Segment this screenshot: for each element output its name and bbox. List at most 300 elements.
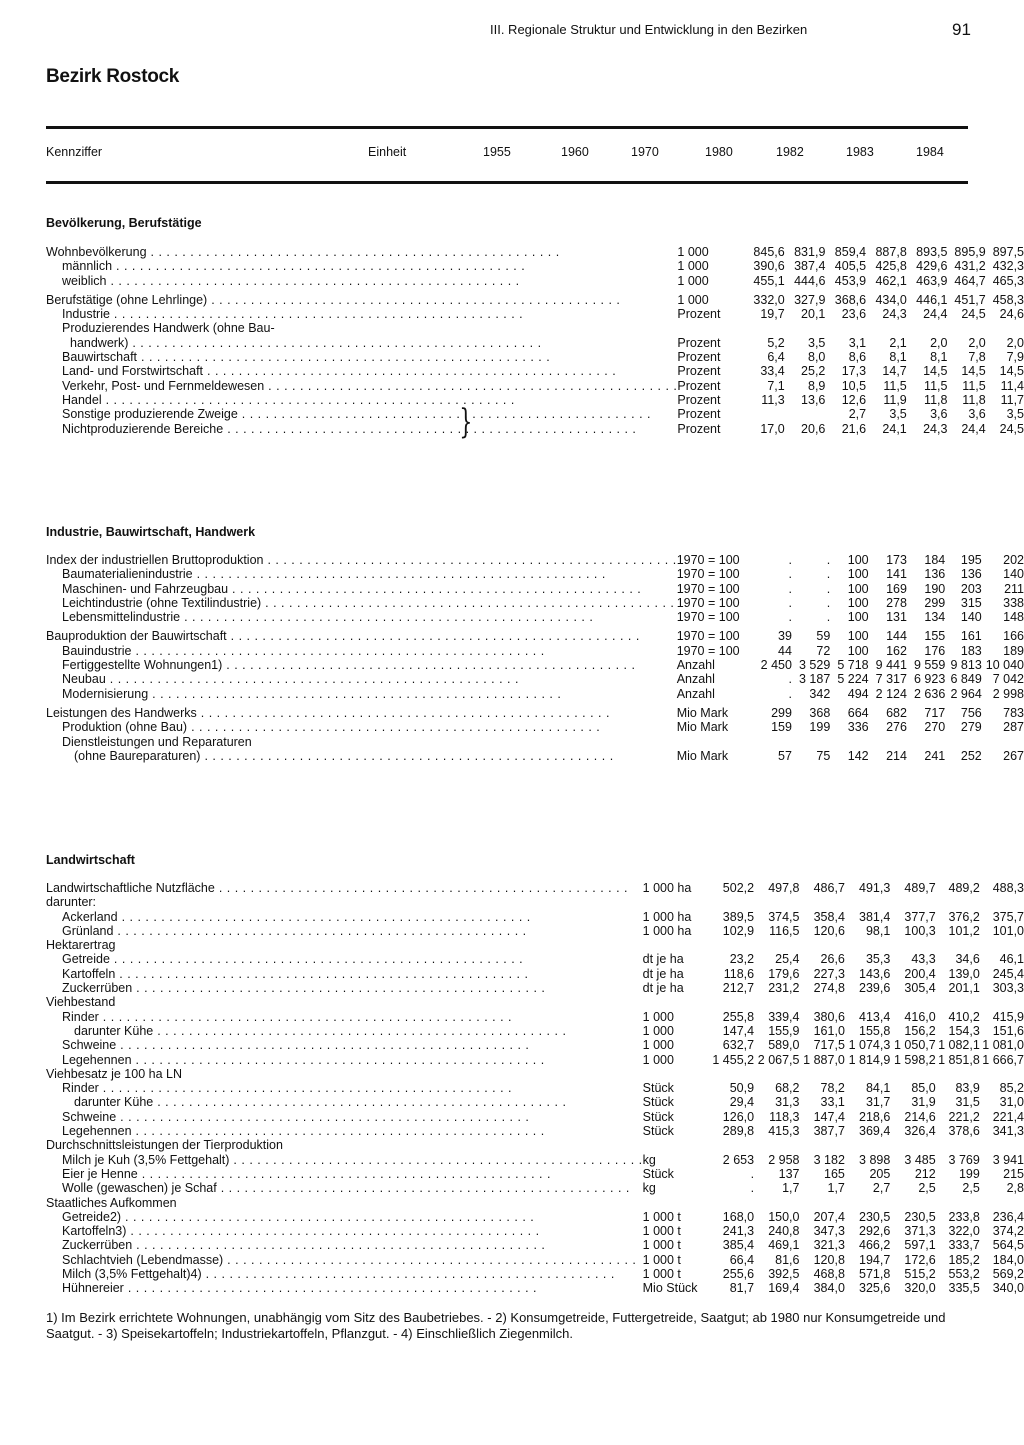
- value-1970: 1 887,0: [803, 1052, 845, 1067]
- row-label: [46, 350, 677, 364]
- value-1980: 369,4: [859, 1124, 891, 1139]
- value-1960: .: [826, 553, 831, 567]
- value-1960: 169,4: [768, 1281, 800, 1296]
- value-1984: 24,6: [999, 307, 1024, 322]
- section-title-industrie: Industrie, Bauwirtschaft, Handwerk: [46, 525, 256, 539]
- col-year-1982: 1982: [776, 145, 804, 159]
- row-label: [46, 938, 643, 952]
- row-label-text: Milch (3,5% Fettgehalt)4) . . .: [62, 1267, 615, 1281]
- row-unit: 1 000 ha: [642, 923, 692, 938]
- value-1955: 289,8: [722, 1124, 755, 1139]
- value-1955: 168,0: [722, 1209, 755, 1224]
- table-row: [46, 1210, 1024, 1224]
- row-label-text: Schweine . . .: [62, 1110, 529, 1124]
- value-1970: 21,6: [841, 421, 867, 436]
- table-row: [46, 393, 1024, 407]
- value-1960: [754, 938, 799, 952]
- value-1960: [754, 1196, 799, 1210]
- row-label-text: Bauwirtschaft . . .: [62, 350, 550, 364]
- value-1983: 183: [960, 643, 982, 658]
- table-row: [46, 1024, 1024, 1038]
- value-1960: 68,2: [775, 1081, 800, 1096]
- value-1982: 214,6: [904, 1109, 936, 1124]
- row-unit: 1 000: [642, 1023, 674, 1038]
- value-1970: 165: [824, 1166, 845, 1181]
- value-1960: 2 958: [768, 1152, 800, 1167]
- value-1980: 11,9: [883, 392, 907, 407]
- value-1983: 2,0: [968, 335, 986, 350]
- row-label: [46, 407, 677, 421]
- value-1983: 14,5: [961, 364, 986, 379]
- value-1984: 189: [1003, 643, 1024, 658]
- value-1984: 2 998: [992, 686, 1024, 701]
- value-1983: 252: [960, 748, 982, 763]
- row-label: [46, 364, 677, 378]
- row-unit: [643, 995, 702, 1009]
- value-1970: [799, 995, 844, 1009]
- value-1984: 184,0: [992, 1252, 1024, 1267]
- value-1982: 11,5: [924, 378, 948, 393]
- row-label-text: Legehennen . . .: [62, 1053, 545, 1067]
- value-1984: 24,5: [999, 421, 1024, 436]
- col-year-1960: 1960: [561, 145, 589, 159]
- value-1970: 486,7: [813, 881, 845, 895]
- table-row: [46, 1081, 1024, 1095]
- value-1982: 717: [924, 705, 946, 720]
- value-1983: 1 851,8: [938, 1052, 980, 1067]
- value-1983: [936, 1138, 980, 1152]
- table-row: [46, 938, 1024, 952]
- value-1970: 12,6: [841, 392, 867, 407]
- table-row: [46, 1067, 1024, 1081]
- row-label: [46, 259, 677, 273]
- value-1970: 120,6: [813, 923, 845, 938]
- col-year-1970: 1970: [631, 145, 659, 159]
- value-1970: [799, 1196, 844, 1210]
- row-unit: [643, 895, 702, 909]
- col-year-1983: 1983: [846, 145, 874, 159]
- value-1984: [980, 1138, 1024, 1152]
- value-1955: 1 455,2: [712, 1052, 755, 1067]
- table-row: [46, 1224, 1024, 1238]
- col-year-1980: 1980: [705, 145, 733, 159]
- value-1984: 303,3: [992, 981, 1024, 996]
- value-1984: 140: [1003, 567, 1024, 582]
- row-label: [46, 1153, 643, 1167]
- value-1955: 39: [778, 629, 792, 644]
- value-1955: 66,4: [729, 1252, 755, 1267]
- value-1970: 8,6: [848, 350, 867, 365]
- value-1980: 7 317: [875, 672, 907, 687]
- value-1955: 455,1: [753, 273, 785, 288]
- value-1984: 287: [1003, 720, 1024, 735]
- value-1955: .: [788, 686, 792, 701]
- value-1970: 5 224: [837, 672, 869, 687]
- row-label: [46, 1238, 643, 1252]
- value-1984: 7,9: [1006, 350, 1024, 365]
- value-1955: [702, 1138, 754, 1152]
- value-1983: 233,8: [948, 1209, 980, 1224]
- value-1984: [982, 735, 1024, 749]
- value-1984: [980, 938, 1024, 952]
- row-unit: 1 000 t: [642, 1224, 681, 1239]
- value-1983: 201,1: [948, 981, 980, 996]
- value-1982: 515,2: [904, 1267, 936, 1282]
- table-row: [46, 952, 1024, 966]
- value-1982: 377,7: [904, 909, 936, 924]
- table-row: [46, 274, 1024, 288]
- value-1980: 143,6: [859, 966, 891, 981]
- row-unit: Stück: [642, 1166, 674, 1181]
- row-label-text: Rinder . . .: [62, 1081, 512, 1095]
- value-1970: 17,3: [841, 364, 867, 379]
- value-1980: 8,1: [889, 350, 907, 365]
- value-1982: 230,5: [904, 1209, 936, 1224]
- row-label: [46, 644, 677, 658]
- value-1980: 24,1: [882, 421, 907, 436]
- value-1970: [799, 895, 844, 909]
- value-1955: .: [788, 567, 792, 582]
- value-1960: 13,6: [801, 392, 826, 407]
- value-1982: 6 923: [913, 672, 946, 687]
- row-label-text: Industrie . . .: [62, 307, 523, 321]
- value-1984: 3,5: [1006, 407, 1024, 422]
- table-row: [46, 1253, 1024, 1267]
- value-1960: 81,6: [775, 1252, 800, 1267]
- value-1980: 155,8: [859, 1023, 891, 1038]
- value-1982: 155: [924, 629, 946, 644]
- value-1970: 358,4: [813, 909, 845, 924]
- value-1970: 227,3: [813, 966, 845, 981]
- value-1980: 239,6: [859, 981, 891, 996]
- row-label: [46, 967, 643, 981]
- value-1984: 897,5: [992, 245, 1024, 259]
- table-row: [46, 749, 1024, 763]
- value-1984: 1 081,0: [982, 1038, 1024, 1053]
- value-1983: 139,0: [948, 966, 980, 981]
- value-1970: 161,0: [813, 1023, 845, 1038]
- value-1970: 23,6: [841, 307, 867, 322]
- value-1970: 368,6: [834, 292, 867, 307]
- value-1970: 207,4: [813, 1209, 845, 1224]
- value-1955: 44: [778, 643, 792, 658]
- value-1955: .: [788, 553, 792, 567]
- row-unit: 1 000: [677, 245, 709, 259]
- value-1980: 218,6: [859, 1109, 891, 1124]
- value-1980: [869, 735, 907, 749]
- value-1983: 410,2: [948, 1009, 980, 1024]
- value-1960: 20,1: [801, 307, 826, 322]
- value-1983: 101,2: [948, 923, 980, 938]
- row-unit: [643, 1067, 702, 1081]
- row-label: [46, 1081, 643, 1095]
- value-1960: [754, 1067, 799, 1081]
- value-1960: 831,9: [794, 245, 826, 259]
- row-unit: Prozent: [677, 350, 721, 365]
- value-1955: 50,9: [729, 1081, 755, 1096]
- value-1960: [754, 995, 799, 1009]
- value-1984: 221,4: [992, 1109, 1024, 1124]
- value-1955: 299: [771, 705, 792, 720]
- value-1982: 190: [924, 581, 946, 596]
- row-label-text: Index der industriellen Bruttoproduktion . . .: [46, 553, 677, 567]
- value-1984: 488,3: [992, 881, 1024, 895]
- row-label-text: Wohnbevölkerung . . .: [46, 245, 560, 259]
- row-label-text: Produzierendes Handwerk (ohne Bau-: [62, 321, 275, 336]
- table-row: [46, 288, 1024, 307]
- value-1960: 8,0: [808, 350, 826, 365]
- value-1982: 2,5: [918, 1181, 936, 1196]
- value-1960: 3 187: [799, 672, 831, 687]
- value-1983: 34,6: [955, 952, 980, 967]
- value-1955: 33,4: [760, 364, 785, 379]
- row-unit: 1 000 t: [642, 1238, 681, 1253]
- table-row: [46, 422, 1024, 436]
- value-1982: 446,1: [916, 292, 948, 307]
- row-unit: Prozent: [677, 407, 721, 422]
- table-row: [46, 967, 1024, 981]
- row-label-text: Ackerland . . .: [62, 910, 531, 924]
- value-1955: [732, 321, 785, 335]
- value-1960: .: [826, 595, 831, 610]
- value-1980: 230,5: [859, 1209, 891, 1224]
- row-label: [46, 1010, 643, 1024]
- value-1955: 385,4: [722, 1238, 755, 1253]
- value-1982: 11,8: [924, 392, 948, 407]
- table-row: [46, 307, 1024, 321]
- value-1960: 72: [816, 643, 831, 658]
- table-row: [46, 1181, 1024, 1195]
- value-1983: 2 964: [950, 686, 982, 701]
- row-label: [46, 749, 677, 763]
- row-label: [46, 1024, 643, 1038]
- value-1984: 783: [1003, 705, 1024, 720]
- row-unit: Stück: [642, 1109, 674, 1124]
- value-1955: 147,4: [722, 1023, 755, 1038]
- value-1960: 3,5: [808, 335, 826, 350]
- value-1982: 43,3: [911, 952, 936, 967]
- value-1955: 389,5: [722, 909, 755, 924]
- value-1982: 172,6: [904, 1252, 936, 1267]
- value-1984: 2,8: [1006, 1181, 1024, 1196]
- value-1983: 140: [960, 610, 982, 625]
- value-1984: 338: [1003, 595, 1024, 610]
- row-label-text: Handel . . .: [62, 393, 515, 407]
- value-1984: 148: [1003, 610, 1024, 625]
- table-row: [46, 1196, 1024, 1210]
- value-1982: 893,5: [916, 245, 948, 259]
- value-1980: [845, 1067, 890, 1081]
- value-1960: 20,6: [801, 421, 826, 436]
- table-row: [46, 1124, 1024, 1138]
- value-1984: 101,0: [992, 923, 1024, 938]
- col-kennziffer: Kennziffer: [46, 145, 103, 159]
- value-1980: 292,6: [859, 1224, 891, 1239]
- value-1970: 274,8: [813, 981, 845, 996]
- value-1955: 2 653: [722, 1152, 755, 1167]
- row-unit: Prozent: [677, 378, 721, 393]
- row-unit: dt je ha: [642, 952, 684, 967]
- value-1983: 3,6: [968, 407, 986, 422]
- row-label: [46, 1253, 643, 1267]
- table-row: [46, 582, 1024, 596]
- row-label: [46, 610, 677, 624]
- row-label: [46, 245, 677, 259]
- value-1983: [945, 735, 982, 749]
- row-label-text: Wolle (gewaschen) je Schaf . . .: [62, 1181, 630, 1195]
- value-1955: .: [788, 595, 792, 610]
- row-unit: Stück: [642, 1124, 674, 1139]
- row-label-text: (ohne Baureparaturen) . . .: [74, 749, 614, 763]
- value-1970: 3 182: [813, 1152, 845, 1167]
- row-label: [46, 393, 677, 407]
- row-label-text: Verkehr, Post- und Fernmeldewesen . . .: [62, 379, 677, 393]
- value-1983: 203: [960, 581, 982, 596]
- row-label: [46, 924, 643, 938]
- value-1980: 381,4: [859, 909, 891, 924]
- value-1955: 19,7: [760, 307, 785, 322]
- value-1984: 569,2: [992, 1267, 1024, 1282]
- table-row: [46, 701, 1024, 720]
- row-label-text: Neubau . . .: [62, 672, 519, 686]
- row-unit: 1970 = 100: [676, 553, 740, 567]
- table-landwirtschaft: [46, 881, 1024, 1296]
- value-1955: 126,0: [722, 1109, 755, 1124]
- value-1982: 326,4: [904, 1124, 936, 1139]
- value-1980: 98,1: [865, 923, 891, 938]
- value-1970: 384,0: [813, 1281, 845, 1296]
- value-1984: 46,1: [999, 952, 1024, 967]
- value-1980: 131: [886, 610, 907, 625]
- value-1982: 8,1: [930, 350, 948, 365]
- value-1960: 179,6: [768, 966, 800, 981]
- value-1984: 211: [1004, 581, 1024, 596]
- table-row: [46, 687, 1024, 701]
- row-label: [46, 1281, 643, 1295]
- value-1955: 845,6: [753, 245, 785, 259]
- value-1980: 491,3: [859, 881, 891, 895]
- value-1982: 134: [924, 610, 946, 625]
- value-1955: 255,6: [722, 1267, 755, 1282]
- value-1982: 2,0: [930, 335, 948, 350]
- value-1960: 118,3: [769, 1109, 800, 1124]
- value-1970: 664: [847, 705, 869, 720]
- row-label-text: Modernisierung . . .: [62, 687, 561, 701]
- value-1983: 9 813: [950, 658, 982, 673]
- row-label-text: Kartoffeln . . .: [62, 967, 528, 981]
- value-1982: [890, 1196, 935, 1210]
- row-unit: 1 000: [642, 1009, 674, 1024]
- row-label: [46, 1095, 643, 1109]
- value-1955: [702, 995, 754, 1009]
- row-unit: [677, 321, 731, 335]
- row-unit: 1970 = 100: [676, 567, 740, 582]
- value-1960: .: [826, 567, 831, 582]
- value-1984: 432,3: [992, 259, 1024, 274]
- table-row: [46, 610, 1024, 624]
- row-label-text: Milch je Kuh (3,5% Fettgehalt) . . .: [62, 1153, 643, 1167]
- value-1970: 380,6: [813, 1009, 845, 1024]
- value-1984: 340,0: [992, 1281, 1024, 1296]
- value-1960: 1,7: [782, 1181, 800, 1196]
- row-label-text: Hühnereier . . .: [62, 1281, 537, 1295]
- row-label: [46, 735, 677, 749]
- value-1960: 368: [809, 705, 831, 720]
- value-1982: 24,3: [923, 421, 948, 436]
- value-1983: 3 769: [948, 1152, 980, 1167]
- row-label: [46, 596, 677, 610]
- table-row: [46, 995, 1024, 1009]
- row-unit: 1970 = 100: [676, 595, 740, 610]
- value-1955: 2 450: [760, 658, 792, 673]
- value-1980: 462,1: [875, 273, 907, 288]
- row-label-text: Hektarertrag: [46, 938, 116, 953]
- row-label-text: Maschinen- und Fahrzeugbau . . .: [62, 582, 641, 596]
- row-unit: Prozent: [677, 307, 721, 322]
- row-unit: Mio Stück: [642, 1281, 698, 1296]
- value-1982: 200,4: [904, 966, 936, 981]
- row-unit: 1 000: [642, 1052, 674, 1067]
- value-1983: 464,7: [954, 273, 986, 288]
- value-1983: 24,5: [961, 307, 986, 322]
- value-1983: 489,2: [948, 881, 980, 895]
- row-label-text: Bauindustrie . . .: [62, 644, 545, 658]
- section-title-bevoelkerung: Bevölkerung, Berufstätige: [46, 216, 202, 230]
- row-unit: 1 000: [677, 292, 709, 307]
- table-row: [46, 1167, 1024, 1181]
- value-1982: 136: [924, 567, 946, 582]
- value-1970: 468,8: [813, 1267, 845, 1282]
- value-1960: 374,5: [768, 909, 800, 924]
- value-1983: [936, 895, 980, 909]
- table-row: [46, 895, 1024, 909]
- value-1980: 31,7: [865, 1095, 891, 1110]
- value-1983: 279: [960, 720, 982, 735]
- value-1983: 335,5: [948, 1281, 980, 1296]
- value-1955: [702, 1196, 754, 1210]
- row-label-text: Kartoffeln3) . . .: [62, 1224, 540, 1238]
- table-row: [46, 644, 1024, 658]
- value-1982: 31,9: [911, 1095, 936, 1110]
- row-label-text: Baumaterialienindustrie . . .: [62, 567, 606, 581]
- value-1960: 415,3: [768, 1124, 800, 1139]
- table-row: [46, 910, 1024, 924]
- value-1980: 9 441: [875, 658, 907, 673]
- value-1983: 195: [960, 553, 982, 567]
- value-1960: 199: [809, 720, 831, 735]
- value-1955: 11,3: [761, 392, 785, 407]
- value-1983: [936, 938, 980, 952]
- value-1970: 100: [847, 610, 869, 625]
- value-1970: 717,5: [813, 1038, 845, 1053]
- value-1982: 3,6: [930, 407, 948, 422]
- value-1960: 155,9: [768, 1023, 800, 1038]
- row-label-text: Bauproduktion der Bauwirtschaft . . .: [46, 629, 640, 643]
- row-label-text: Durchschnittsleistungen der Tierproduktion: [46, 1138, 283, 1153]
- value-1960: 497,8: [768, 881, 800, 895]
- row-unit: 1 000: [677, 273, 709, 288]
- value-1970: 33,1: [820, 1095, 845, 1110]
- row-unit: dt je ha: [642, 966, 684, 981]
- value-1970: 10,5: [841, 378, 867, 393]
- row-unit: Mio Mark: [676, 720, 729, 735]
- row-label-text: Nichtproduzierende Bereiche . . .: [62, 422, 636, 436]
- value-1983: 451,7: [954, 292, 986, 307]
- value-1955: 81,7: [729, 1281, 755, 1296]
- row-label-text: Schweine . . .: [62, 1038, 529, 1052]
- value-1982: 299: [924, 595, 946, 610]
- row-label: [46, 1267, 643, 1281]
